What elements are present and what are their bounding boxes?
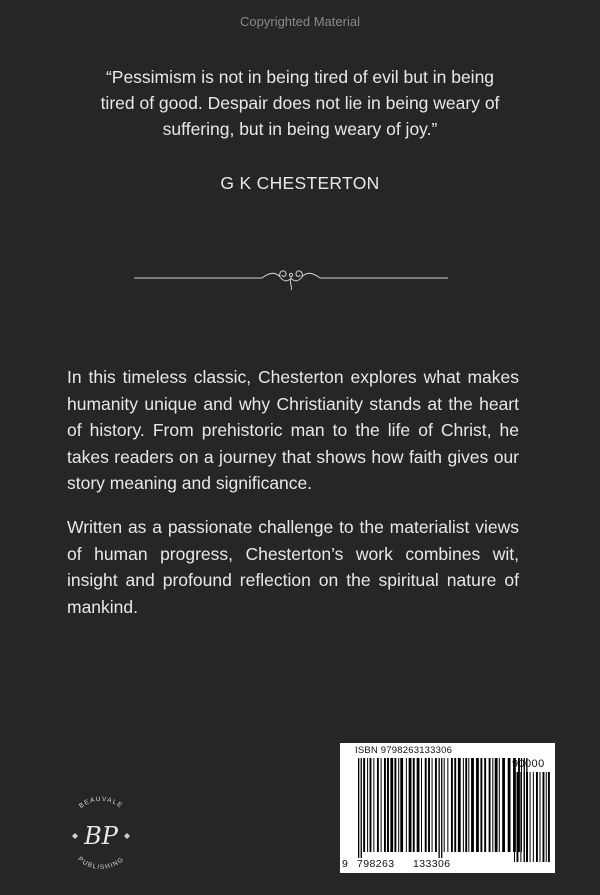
barcode-bar: [530, 772, 531, 862]
barcode-addon-number: 90000: [512, 758, 545, 770]
barcode-digits-left: 798263: [357, 858, 395, 870]
barcode-bar: [543, 772, 545, 862]
barcode-bar: [428, 758, 430, 852]
barcode-bar: [536, 772, 538, 862]
barcode-bar: [387, 758, 389, 852]
ornamental-divider: [134, 266, 448, 292]
barcode-bar: [417, 758, 420, 852]
barcode-bar: [384, 758, 386, 852]
barcode-bar: [495, 758, 498, 852]
barcode-bar: [484, 758, 486, 852]
barcode-bar: [468, 758, 469, 852]
epigraph-quote: [60, 64, 540, 142]
barcode-bar: [398, 758, 399, 852]
barcode-bar: [458, 758, 461, 852]
barcode-bar: [409, 758, 412, 852]
barcode-bar: [432, 758, 433, 852]
barcode-bar: [363, 758, 365, 852]
barcode-bar: [413, 758, 415, 852]
barcode-bar: [435, 758, 437, 852]
publisher-name-top: BEAUVALE: [78, 795, 124, 810]
description-paragraph-2: Written as a passionate challenge to the materialist views of human progress, Chesterton’s work combines wit, insight and profound reflection on the spiritual nature of mankind.: [67, 517, 519, 617]
barcode-digits-right: 133306: [413, 858, 451, 870]
barcode-bar: [526, 772, 528, 862]
barcode-bar: [373, 758, 374, 852]
barcode-bar: [548, 772, 550, 862]
copyright-watermark: Copyrighted Material: [240, 14, 360, 29]
barcode-bar: [370, 758, 372, 852]
barcode-bar: [539, 772, 540, 862]
barcode-bar: [465, 758, 467, 852]
barcode-bar: [447, 758, 448, 852]
barcode-bar: [489, 758, 491, 852]
barcode-bar: [377, 758, 379, 852]
barcode-bar: [480, 758, 482, 852]
barcode-bar: [546, 772, 547, 862]
barcode-bar: [514, 772, 515, 862]
barcode-bar: [499, 758, 500, 852]
barcode-bar: [463, 758, 464, 852]
isbn-label: ISBN 9798263133306: [355, 745, 453, 756]
barcode-bar: [367, 758, 368, 852]
barcode-bar: [425, 758, 427, 852]
barcode-bar: [361, 758, 362, 862]
publisher-monogram: BP: [84, 822, 118, 850]
barcode-bar: [444, 758, 445, 852]
barcode-bar: [394, 758, 396, 852]
barcode-bar: [390, 758, 393, 852]
barcode-bar: [421, 758, 422, 852]
barcode-bars: [348, 758, 553, 870]
barcode-digit-first: 9: [342, 858, 349, 870]
barcode-bar: [476, 758, 479, 852]
description-paragraph-1: In this timeless classic, Chesterton explores what makes humanity unique and why Christianity stands at the heart of history. From prehistoric man to the life of Christ, he takes readers on a journey that shows how faith gives our story meaning and significance.: [67, 367, 519, 493]
barcode-bar: [381, 758, 382, 852]
barcode-bar: [517, 772, 519, 862]
barcode-bar: [533, 772, 534, 862]
barcode-bar: [454, 758, 456, 852]
barcode-bar: [520, 772, 521, 862]
svg-text:PUBLISHING: [76, 856, 125, 871]
quote-author: G K CHESTERTON: [220, 173, 380, 193]
publisher-logo: [60, 788, 142, 884]
quote-line: “Pessimism is not in being tired of evil but in being: [105, 67, 495, 87]
barcode-bar: [492, 758, 493, 852]
quote-line: suffering, but in being weary of joy.”: [162, 119, 438, 139]
publisher-name-bottom: PUBLISHING: [76, 855, 126, 872]
barcode-bar: [406, 758, 407, 852]
svg-text:BEAUVALE: [78, 796, 124, 810]
barcode-bar: [438, 758, 439, 862]
barcode-bar: [441, 758, 442, 862]
barcode-bar: [471, 758, 474, 852]
barcode-bar: [358, 758, 359, 862]
barcode-bar: [508, 758, 511, 852]
barcode-bar: [400, 758, 403, 852]
barcode-bar: [451, 758, 453, 852]
barcode-bar: [524, 772, 525, 862]
isbn-barcode: [340, 743, 555, 873]
quote-line: tired of good. Despair does not lie in being weary of: [100, 93, 500, 113]
barcode-bar: [502, 758, 505, 852]
